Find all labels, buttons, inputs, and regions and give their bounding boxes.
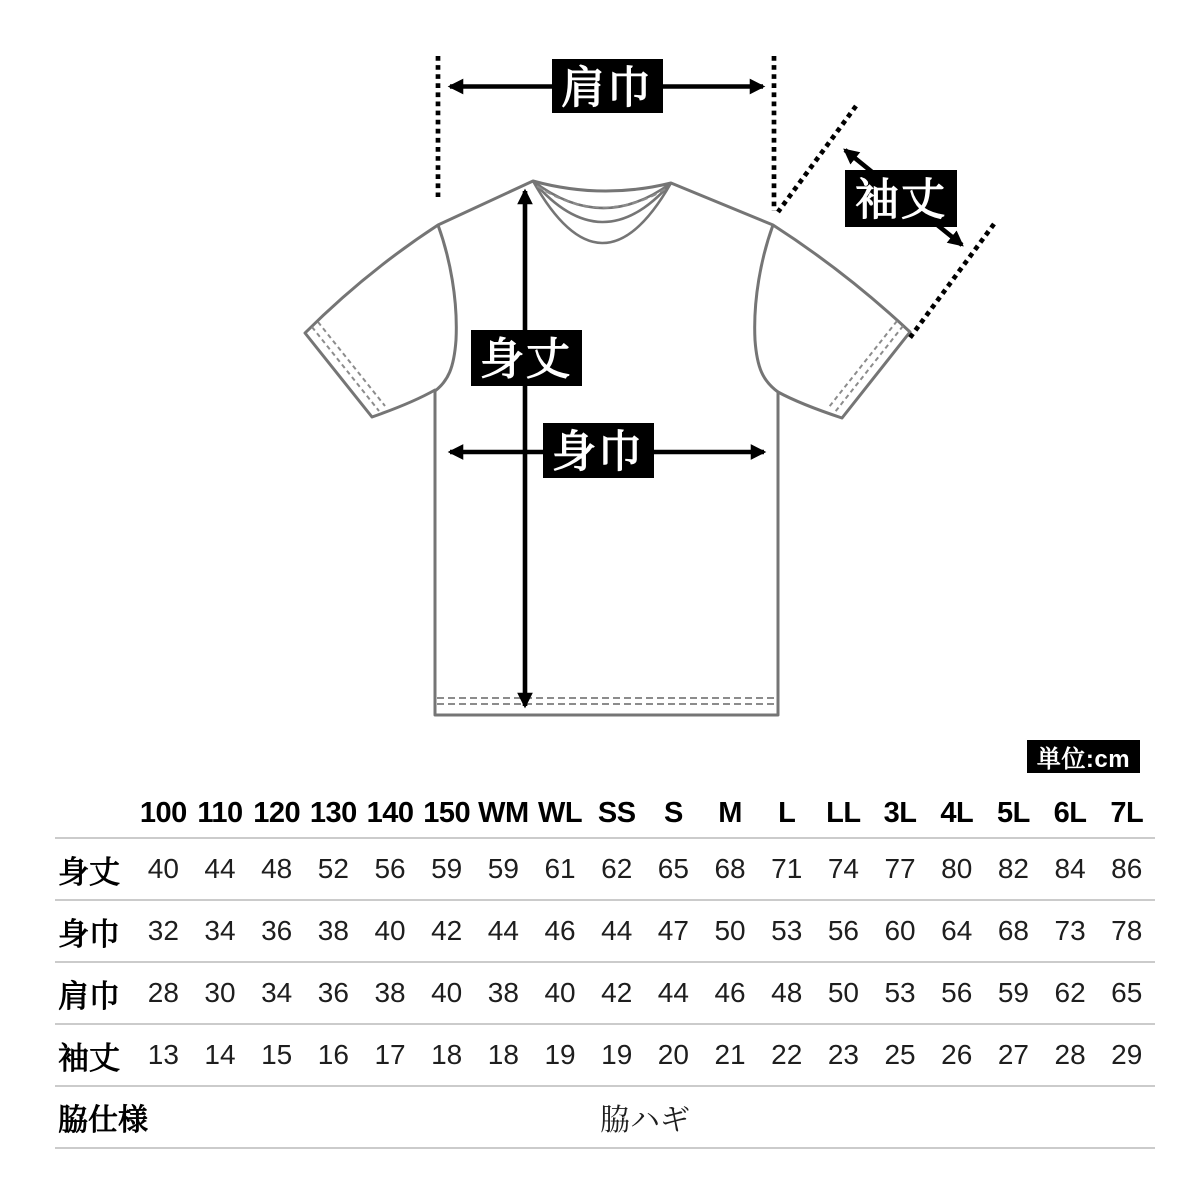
size-cell: 38 bbox=[487, 977, 519, 1008]
shoulder-width-label: 肩巾 bbox=[561, 63, 653, 113]
size-cell: 40 bbox=[431, 977, 463, 1008]
size-cell: 40 bbox=[147, 853, 179, 884]
size-cell: 62 bbox=[601, 853, 633, 884]
size-column-header: 100 bbox=[139, 796, 187, 829]
size-cell: 62 bbox=[1054, 977, 1086, 1008]
size-cell: 78 bbox=[1111, 915, 1143, 946]
size-cell: 60 bbox=[884, 915, 916, 946]
size-cell: 44 bbox=[487, 915, 519, 946]
table-row bbox=[55, 837, 1155, 899]
size-cell: 38 bbox=[317, 915, 349, 946]
size-column-header: 140 bbox=[366, 796, 414, 829]
size-cell: 25 bbox=[884, 1039, 916, 1070]
size-cell: 56 bbox=[941, 977, 973, 1008]
size-cell: 44 bbox=[601, 915, 633, 946]
size-cell: 42 bbox=[431, 915, 463, 946]
size-cell: 14 bbox=[204, 1039, 236, 1070]
size-cell: 53 bbox=[884, 977, 916, 1008]
size-cell: 18 bbox=[431, 1039, 463, 1070]
size-column-header: WM bbox=[478, 796, 529, 829]
size-cell: 28 bbox=[147, 977, 179, 1008]
size-cell: 34 bbox=[261, 977, 293, 1008]
size-cell: 68 bbox=[997, 915, 1029, 946]
size-cell: 48 bbox=[261, 853, 293, 884]
body-width-label: 身巾 bbox=[552, 427, 644, 477]
size-cell: 17 bbox=[374, 1039, 406, 1070]
size-cell: 50 bbox=[714, 915, 746, 946]
size-column-header: M bbox=[718, 796, 742, 829]
size-cell: 50 bbox=[827, 977, 859, 1008]
size-cell: 56 bbox=[374, 853, 406, 884]
size-cell: 38 bbox=[374, 977, 406, 1008]
size-cell: 34 bbox=[204, 915, 236, 946]
size-cell: 19 bbox=[601, 1039, 633, 1070]
size-column-header: 110 bbox=[197, 796, 243, 829]
size-column-header: S bbox=[663, 796, 683, 829]
size-cell: 48 bbox=[771, 977, 803, 1008]
size-cell: 74 bbox=[827, 853, 859, 884]
size-cell: 84 bbox=[1054, 853, 1086, 884]
size-cell: 18 bbox=[487, 1039, 519, 1070]
size-cell: 19 bbox=[544, 1039, 576, 1070]
size-cell: 22 bbox=[771, 1039, 803, 1070]
size-cell: 21 bbox=[714, 1039, 746, 1070]
size-cell: 36 bbox=[261, 915, 293, 946]
size-cell: 86 bbox=[1111, 853, 1143, 884]
size-cell: 23 bbox=[827, 1039, 859, 1070]
size-cell: 80 bbox=[941, 853, 973, 884]
size-cell: 16 bbox=[317, 1039, 349, 1070]
size-table bbox=[55, 789, 1155, 1149]
guide-dotted-sleeve-top bbox=[778, 106, 856, 212]
size-column-header: WL bbox=[537, 796, 583, 829]
size-column-header: 4L bbox=[940, 796, 974, 829]
size-cell: 40 bbox=[374, 915, 406, 946]
size-cell: 32 bbox=[147, 915, 179, 946]
size-column-header: 6L bbox=[1053, 796, 1087, 829]
size-cell: 68 bbox=[714, 853, 746, 884]
size-column-header: SS bbox=[597, 796, 636, 829]
table-row bbox=[55, 961, 1155, 1023]
size-column-header: 130 bbox=[309, 796, 357, 829]
size-cell: 61 bbox=[544, 853, 576, 884]
size-cell: 26 bbox=[941, 1039, 973, 1070]
size-cell: 59 bbox=[487, 853, 519, 884]
size-header-row bbox=[55, 789, 1155, 837]
size-cell: 77 bbox=[884, 853, 916, 884]
size-cell: 30 bbox=[204, 977, 236, 1008]
size-column-header: 120 bbox=[253, 796, 301, 829]
size-cell: 27 bbox=[997, 1039, 1029, 1070]
size-cell: 53 bbox=[771, 915, 803, 946]
table-row bbox=[55, 1023, 1155, 1085]
table-footer-row bbox=[55, 1085, 1155, 1149]
size-cell: 64 bbox=[941, 915, 973, 946]
size-cell: 71 bbox=[771, 853, 803, 884]
size-cell: 13 bbox=[147, 1039, 179, 1070]
unit-badge: 単位:cm bbox=[1027, 740, 1140, 773]
size-cell: 28 bbox=[1054, 1039, 1086, 1070]
size-cell: 65 bbox=[1111, 977, 1143, 1008]
size-cell: 40 bbox=[544, 977, 576, 1008]
size-cell: 44 bbox=[204, 853, 236, 884]
size-cell: 46 bbox=[544, 915, 576, 946]
size-cell: 20 bbox=[657, 1039, 689, 1070]
table-row bbox=[55, 899, 1155, 961]
size-column-header: 150 bbox=[423, 796, 471, 829]
size-column-header: 5L bbox=[996, 796, 1030, 829]
size-column-header: L bbox=[778, 796, 796, 829]
row-label: 脇仕様 bbox=[58, 1104, 148, 1137]
size-column-header: LL bbox=[826, 796, 861, 829]
size-cell: 44 bbox=[657, 977, 689, 1008]
size-cell: 56 bbox=[827, 915, 859, 946]
size-cell: 46 bbox=[714, 977, 746, 1008]
size-cell: 29 bbox=[1111, 1039, 1143, 1070]
size-cell: 42 bbox=[601, 977, 633, 1008]
size-column-header: 3L bbox=[883, 796, 917, 829]
row-label: 身巾 bbox=[58, 916, 120, 952]
size-cell: 15 bbox=[261, 1039, 293, 1070]
body-length-label: 身丈 bbox=[480, 335, 572, 384]
size-cell: 65 bbox=[657, 853, 689, 884]
guide-dotted-sleeve-bottom bbox=[909, 224, 994, 339]
size-cell: 82 bbox=[997, 853, 1029, 884]
size-cell: 59 bbox=[431, 853, 463, 884]
size-cell: 73 bbox=[1054, 915, 1086, 946]
size-cell: 47 bbox=[657, 915, 689, 946]
row-label: 身丈 bbox=[58, 854, 120, 890]
size-cell: 59 bbox=[997, 977, 1029, 1008]
size-column-header: 7L bbox=[1110, 796, 1144, 829]
size-cell: 52 bbox=[317, 853, 349, 884]
sleeve-length-label: 袖丈 bbox=[855, 175, 947, 225]
footer-value: 脇ハギ bbox=[600, 1104, 690, 1137]
row-label: 肩巾 bbox=[58, 978, 120, 1014]
row-label: 袖丈 bbox=[58, 1040, 120, 1076]
size-cell: 36 bbox=[317, 977, 349, 1008]
